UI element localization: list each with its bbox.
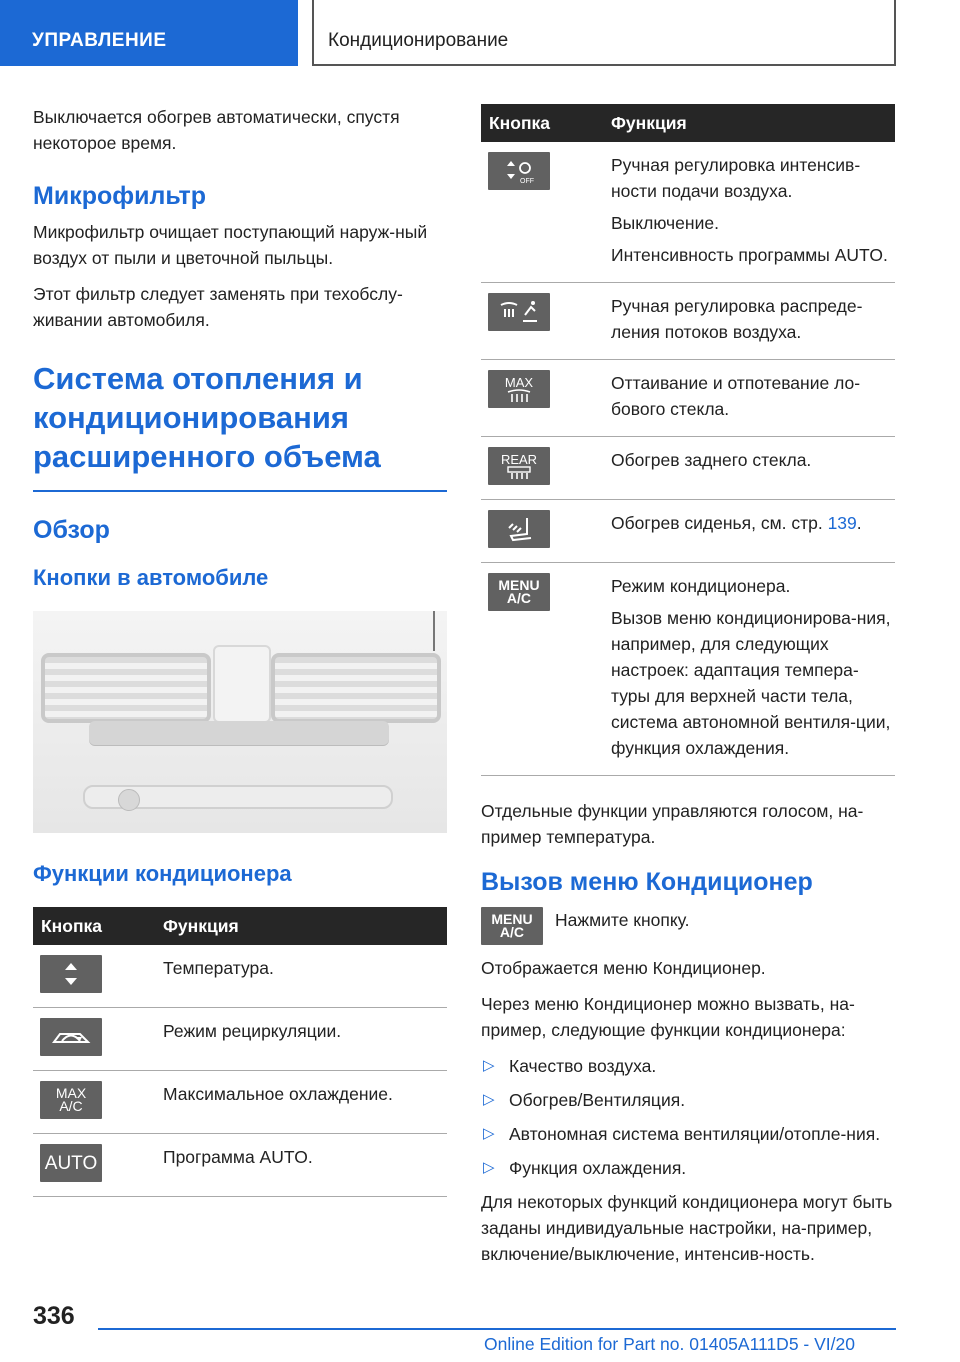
auto-button-icon: [40, 1144, 102, 1182]
table-header-button: Кнопка: [33, 907, 153, 945]
function-text: Ручная регулировка распреде-ления потоков воздуха.: [611, 296, 863, 342]
list-item: [481, 1087, 895, 1113]
seat-heating-text: Обогрев сиденья, см. стр.: [611, 513, 828, 533]
table-header-function: Функция: [601, 104, 895, 142]
photo-edge: [433, 611, 435, 651]
microfilter-heading: Микрофильтр: [33, 182, 207, 210]
table-row: [33, 945, 447, 1008]
function-text: Выключение.: [611, 213, 719, 233]
menu-ac-button-icon: [488, 573, 550, 611]
function-text: Оттаивание и отпотевание ло-бового стекла.: [611, 373, 861, 419]
list-item-text: Качество воздуха.: [509, 1056, 657, 1076]
table-row: [33, 1071, 447, 1134]
air-vent-left: [41, 653, 211, 723]
icon-label: MAX A/C: [55, 1085, 87, 1114]
triangle-bullet-icon: ▷: [483, 1057, 495, 1074]
left-column: [33, 104, 447, 1197]
voice-control-text: Отдельные функции управляются голосом, на-пример температура.: [481, 801, 864, 847]
table-row: [481, 563, 895, 776]
microfilter-paragraph-2: Этот фильтр следует заменять при техобслу-живании автомобиля.: [33, 284, 403, 330]
right-column: [481, 104, 895, 1277]
function-text: Интенсивность программы AUTO.: [611, 245, 888, 265]
buttons-heading: Кнопки в автомобиле: [33, 565, 269, 590]
microfilter-paragraph-1: Микрофильтр очищает поступающий наруж-ный воздух от пыли и цветочной пыльцы.: [33, 222, 428, 268]
intro-text: Выключается обогрев автоматически, спустя некоторое время.: [33, 107, 400, 153]
menu-heading: Вызов меню Кондиционер: [481, 868, 813, 896]
icon-label: MENU A/C: [491, 911, 533, 940]
volume-knob: [118, 789, 140, 811]
function-text: Режим рециркуляции.: [163, 1021, 342, 1041]
function-text: [611, 510, 895, 536]
dashboard-photo: [33, 611, 447, 833]
max-ac-button-icon: [40, 1081, 102, 1119]
icon-label: MAX: [504, 374, 534, 390]
icon-label: REAR: [500, 451, 538, 467]
table-row: [481, 283, 895, 360]
menu-instruction: [481, 907, 895, 945]
menu-ac-button-icon: [481, 907, 543, 945]
heading-divider: [33, 490, 447, 492]
temperature-arrows-icon: [40, 955, 102, 993]
triangle-bullet-icon: ▷: [483, 1125, 495, 1142]
seat-heating-icon: [488, 510, 550, 548]
recirculation-icon: [40, 1018, 102, 1056]
fan-off-icon: [488, 152, 550, 190]
climate-control-panel: [89, 721, 389, 745]
function-text: Максимальное охлаждение.: [163, 1084, 393, 1104]
functions-table-left: [33, 907, 447, 1197]
footer-edition: Online Edition for Part no. 01405A111D5 - VI/20: [484, 1334, 855, 1354]
triangle-bullet-icon: ▷: [483, 1091, 495, 1108]
table-header-function: Функция: [153, 907, 447, 945]
functions-heading: Функции кондиционера: [33, 861, 292, 886]
icon-label: AUTO: [44, 1152, 98, 1174]
function-text: Режим кондиционера.: [611, 576, 791, 596]
section-header: УПРАВЛЕНИЕ: [0, 0, 298, 66]
table-row: [481, 360, 895, 437]
table-row: [481, 437, 895, 500]
press-button-text: Нажмите кнопку.: [555, 910, 690, 930]
footer-divider: [98, 1328, 896, 1330]
air-vent-right: [271, 653, 441, 723]
menu-functions-text: Через меню Кондиционер можно вызвать, на-пример, следующие функции кондиционера:: [481, 994, 855, 1040]
svg-text:OFF: OFF: [520, 178, 534, 185]
table-row: [33, 1134, 447, 1197]
function-text: Вызов меню кондиционирова-ния, например, для следующих настроек: адаптация темпера-туры для верхней части тела, система автономной вентиля-ции, функция охлаждения.: [611, 608, 891, 758]
page-link-139[interactable]: 139: [827, 513, 857, 533]
rear-window-heat-icon: [488, 447, 550, 485]
icon-label: MENU A/C: [498, 577, 540, 606]
system-heading: Система отопления и кондиционирования расширенного объема: [33, 361, 381, 474]
table-row: [33, 1008, 447, 1071]
chapter-header: Кондиционирование: [312, 0, 896, 66]
functions-table-right: [481, 104, 895, 776]
function-text: Программа AUTO.: [163, 1147, 313, 1167]
function-text: Обогрев заднего стекла.: [611, 450, 812, 470]
list-item: [481, 1155, 895, 1181]
table-header-button: Кнопка: [481, 104, 601, 142]
triangle-bullet-icon: ▷: [483, 1159, 495, 1176]
menu-displayed-text: Отображается меню Кондиционер.: [481, 958, 766, 978]
seat-heating-text-end: .: [856, 513, 862, 533]
air-distribution-icon: [488, 293, 550, 331]
function-text: Температура.: [163, 958, 274, 978]
table-row: [481, 142, 895, 283]
center-panel: [213, 645, 271, 723]
list-item-text: Обогрев/Вентиляция.: [509, 1090, 686, 1110]
list-item: [481, 1053, 895, 1079]
list-item-text: Автономная система вентиляции/отопле-ния.: [509, 1124, 881, 1144]
overview-heading: Обзор: [33, 516, 110, 544]
function-text: Ручная регулировка интенсив-ности подачи воздуха.: [611, 155, 861, 201]
windshield-defrost-icon: [488, 370, 550, 408]
list-item-text: Функция охлаждения.: [509, 1158, 687, 1178]
page-number: 336: [33, 1302, 75, 1330]
table-row: [481, 500, 895, 563]
list-item: [481, 1121, 895, 1147]
final-paragraph: Для некоторых функций кондиционера могут быть заданы индивидуальные настройки, на-пример, включение/выключение, интенсив-ность.: [481, 1192, 893, 1264]
